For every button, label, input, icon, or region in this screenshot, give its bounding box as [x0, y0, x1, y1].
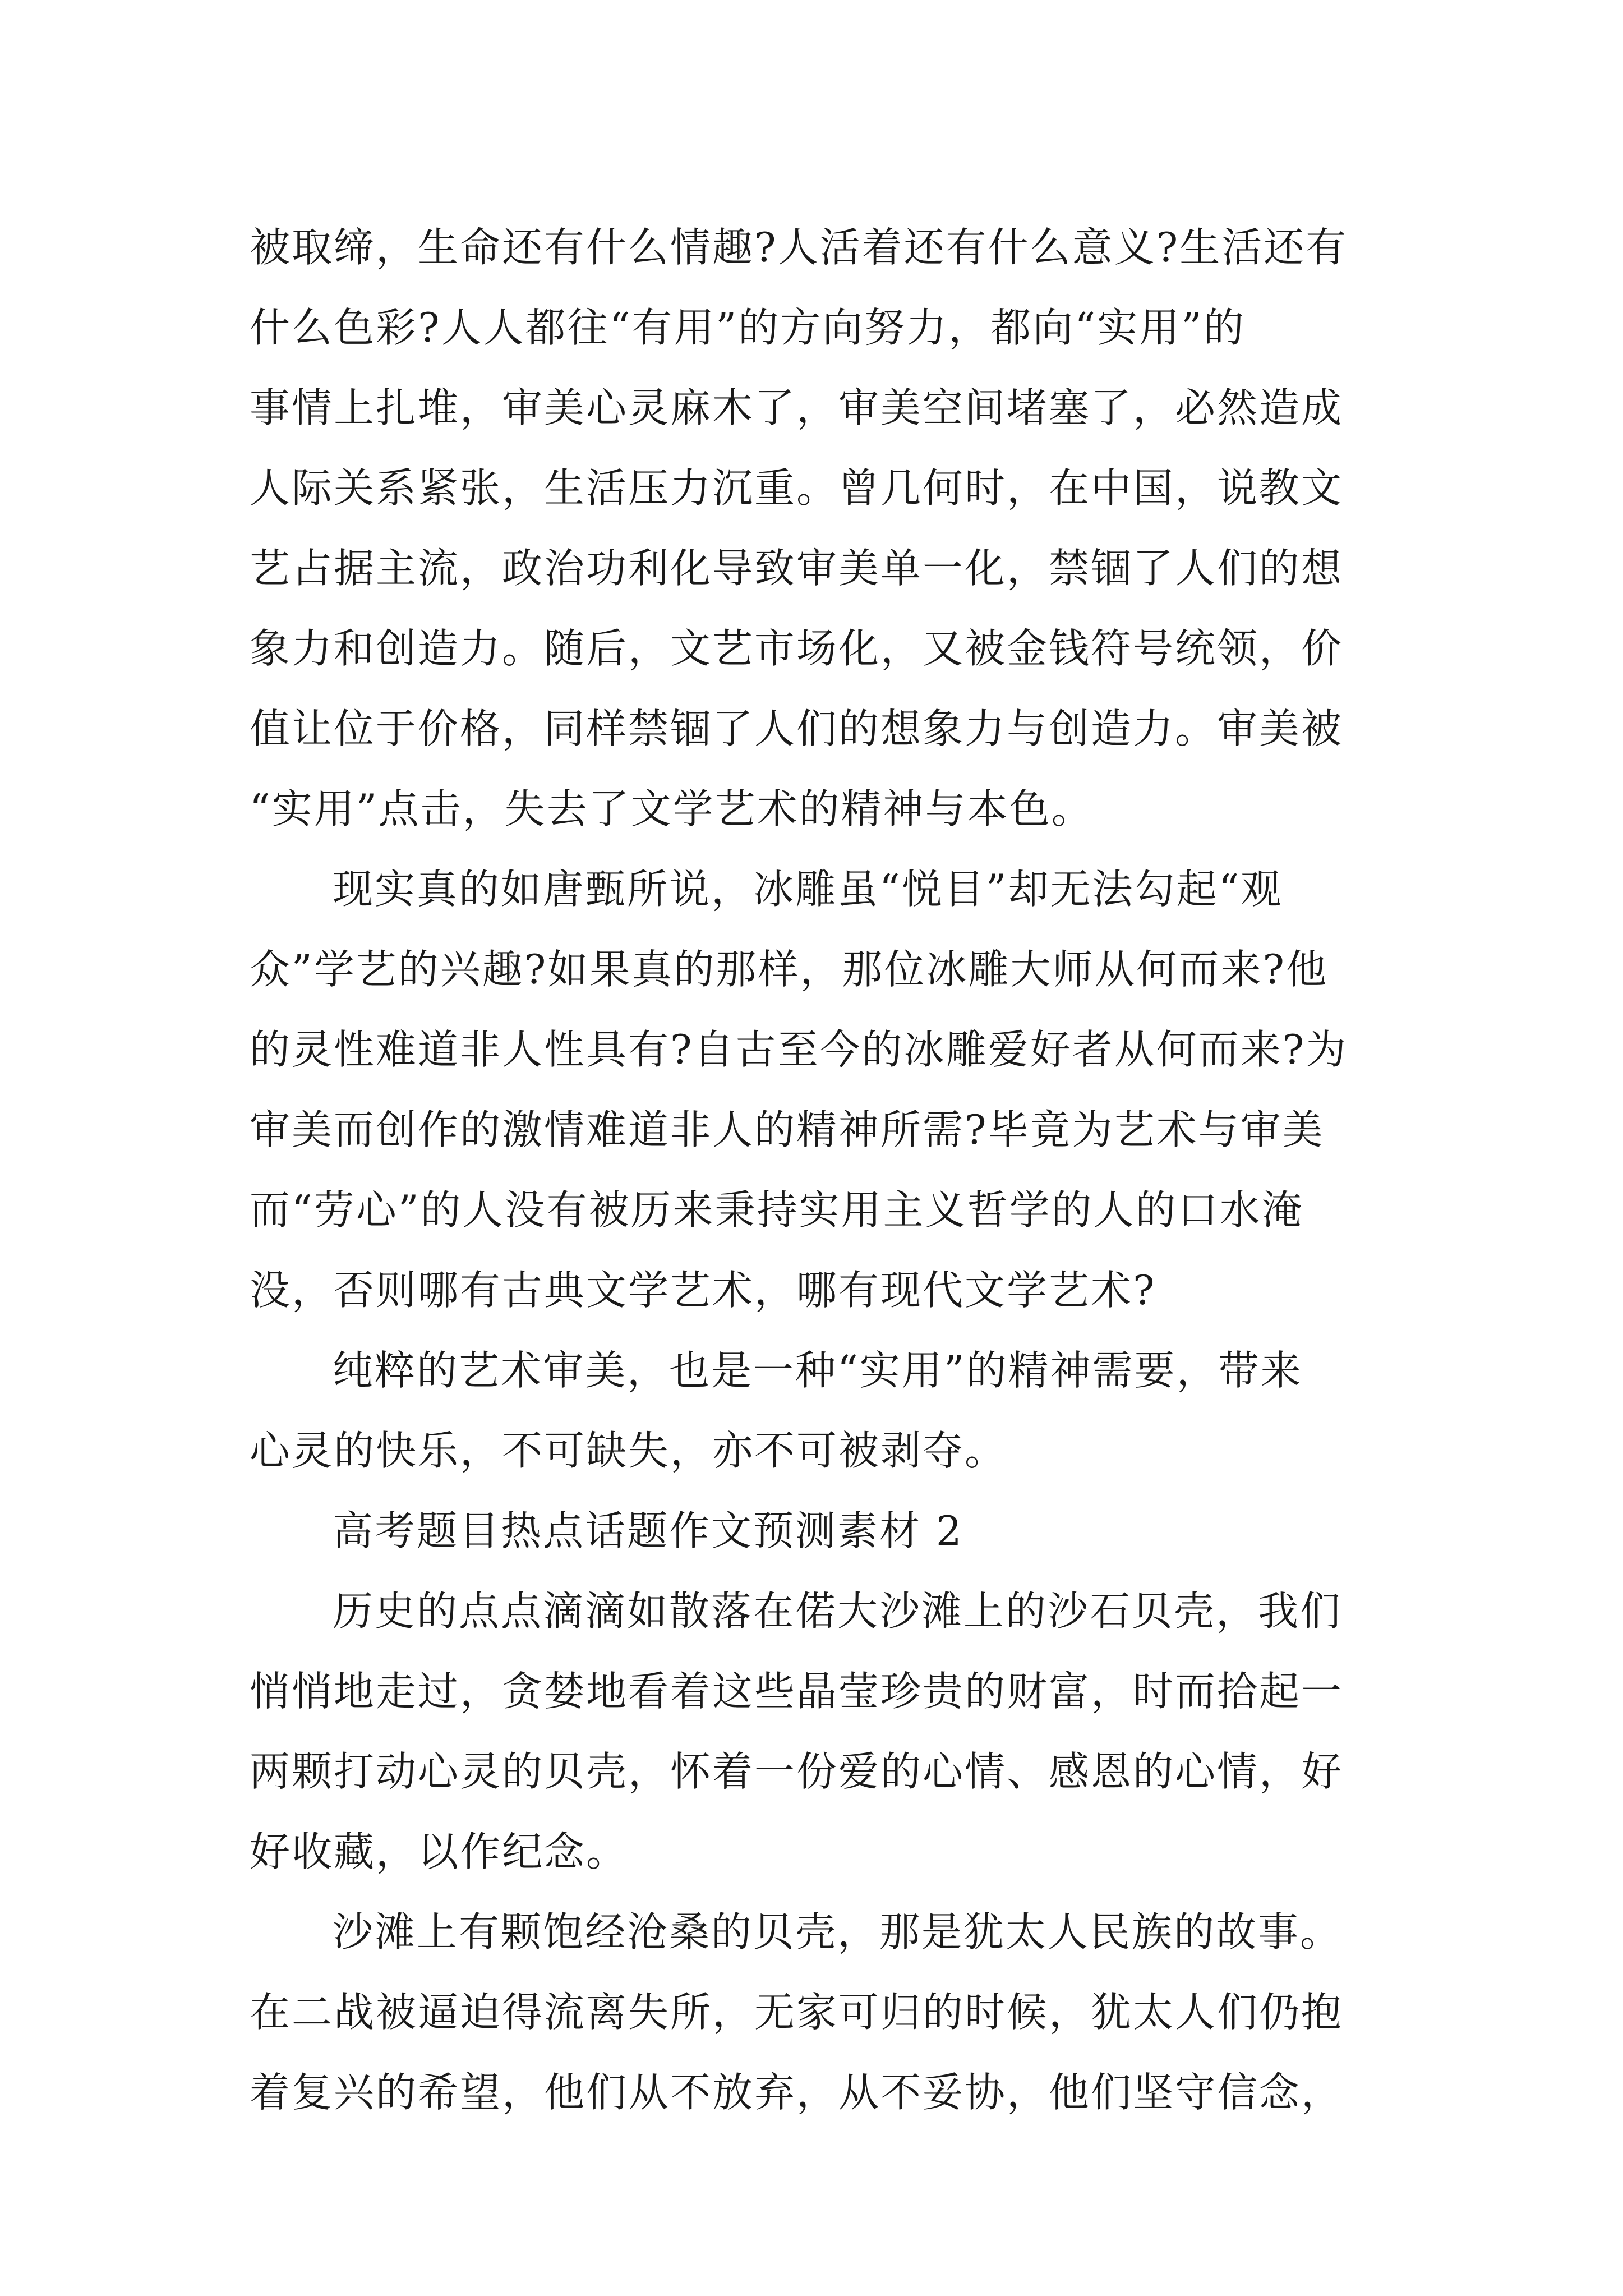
text-line: 没，否则哪有古典文学艺术，哪有现代文学艺术?: [250, 1267, 1156, 1314]
text-line: 好收藏，以作纪念。: [250, 1828, 629, 1875]
text-line: 两颗打动心灵的贝壳，怀着一份爱的心情、感恩的心情，好: [250, 1748, 1344, 1795]
text-line: 现实真的如唐甄所说，冰雕虽“悦目”却无法勾起“观: [333, 866, 1283, 913]
text-line: 众”学艺的兴趣?如果真的那样，那位冰雕大师从何而来?他: [250, 946, 1329, 993]
text-line: 人际关系紧张，生活压力沉重。曾几何时，在中国，说教文: [250, 464, 1344, 512]
text-line: 的灵性难道非人性具有?自古至今的冰雕爱好者从何而来?为: [250, 1026, 1348, 1073]
text-line: 沙滩上有颗饱经沧桑的贝壳，那是犹太人民族的故事。: [333, 1908, 1343, 1955]
text-line: 审美而创作的激情难道非人的精神所需?毕竟为艺术与审美: [250, 1106, 1325, 1153]
text-line: 事情上扎堆，审美心灵麻木了，审美空间堵塞了，必然造成: [250, 384, 1344, 431]
text-line: 象力和创造力。随后，文艺市场化，又被金钱符号统领，价: [250, 625, 1344, 672]
text-line: 着复兴的希望，他们从不放弃，从不妥协，他们坚守信念，: [250, 2069, 1344, 2116]
text-line: 被取缔，生命还有什么情趣?人活着还有什么意义?生活还有: [250, 224, 1348, 271]
body-text: [250, 208, 1388, 2133]
text-line: 值让位于价格，同样禁锢了人们的想象力与创造力。审美被: [250, 705, 1344, 752]
text-line: 而“劳心”的人没有被历来秉持实用主义哲学的人的口水淹: [250, 1186, 1304, 1234]
text-line: 历史的点点滴滴如散落在偌大沙滩上的沙石贝壳，我们: [333, 1588, 1343, 1635]
text-line: 什么色彩?人人都往“有用”的方向努力，都向“实用”的: [250, 304, 1246, 351]
text-line: “实用”点击，失去了文学艺术的精神与本色。: [250, 785, 1094, 832]
text-line: 艺占据主流，政治功利化导致审美单一化，禁锢了人们的想: [250, 545, 1344, 592]
text-line: 高考题目热点话题作文预测素材 2: [333, 1507, 963, 1554]
text-line: 纯粹的艺术审美，也是一种“实用”的精神需要，带来: [333, 1347, 1303, 1394]
text-line: 在二战被逼迫得流离失所，无家可归的时候，犹太人们仍抱: [250, 1989, 1344, 2036]
text-line: 悄悄地走过，贪婪地看着这些晶莹珍贵的财富，时而拾起一: [250, 1668, 1344, 1715]
text-line: 心灵的快乐，不可缺失，亦不可被剥夺。: [250, 1427, 1007, 1474]
